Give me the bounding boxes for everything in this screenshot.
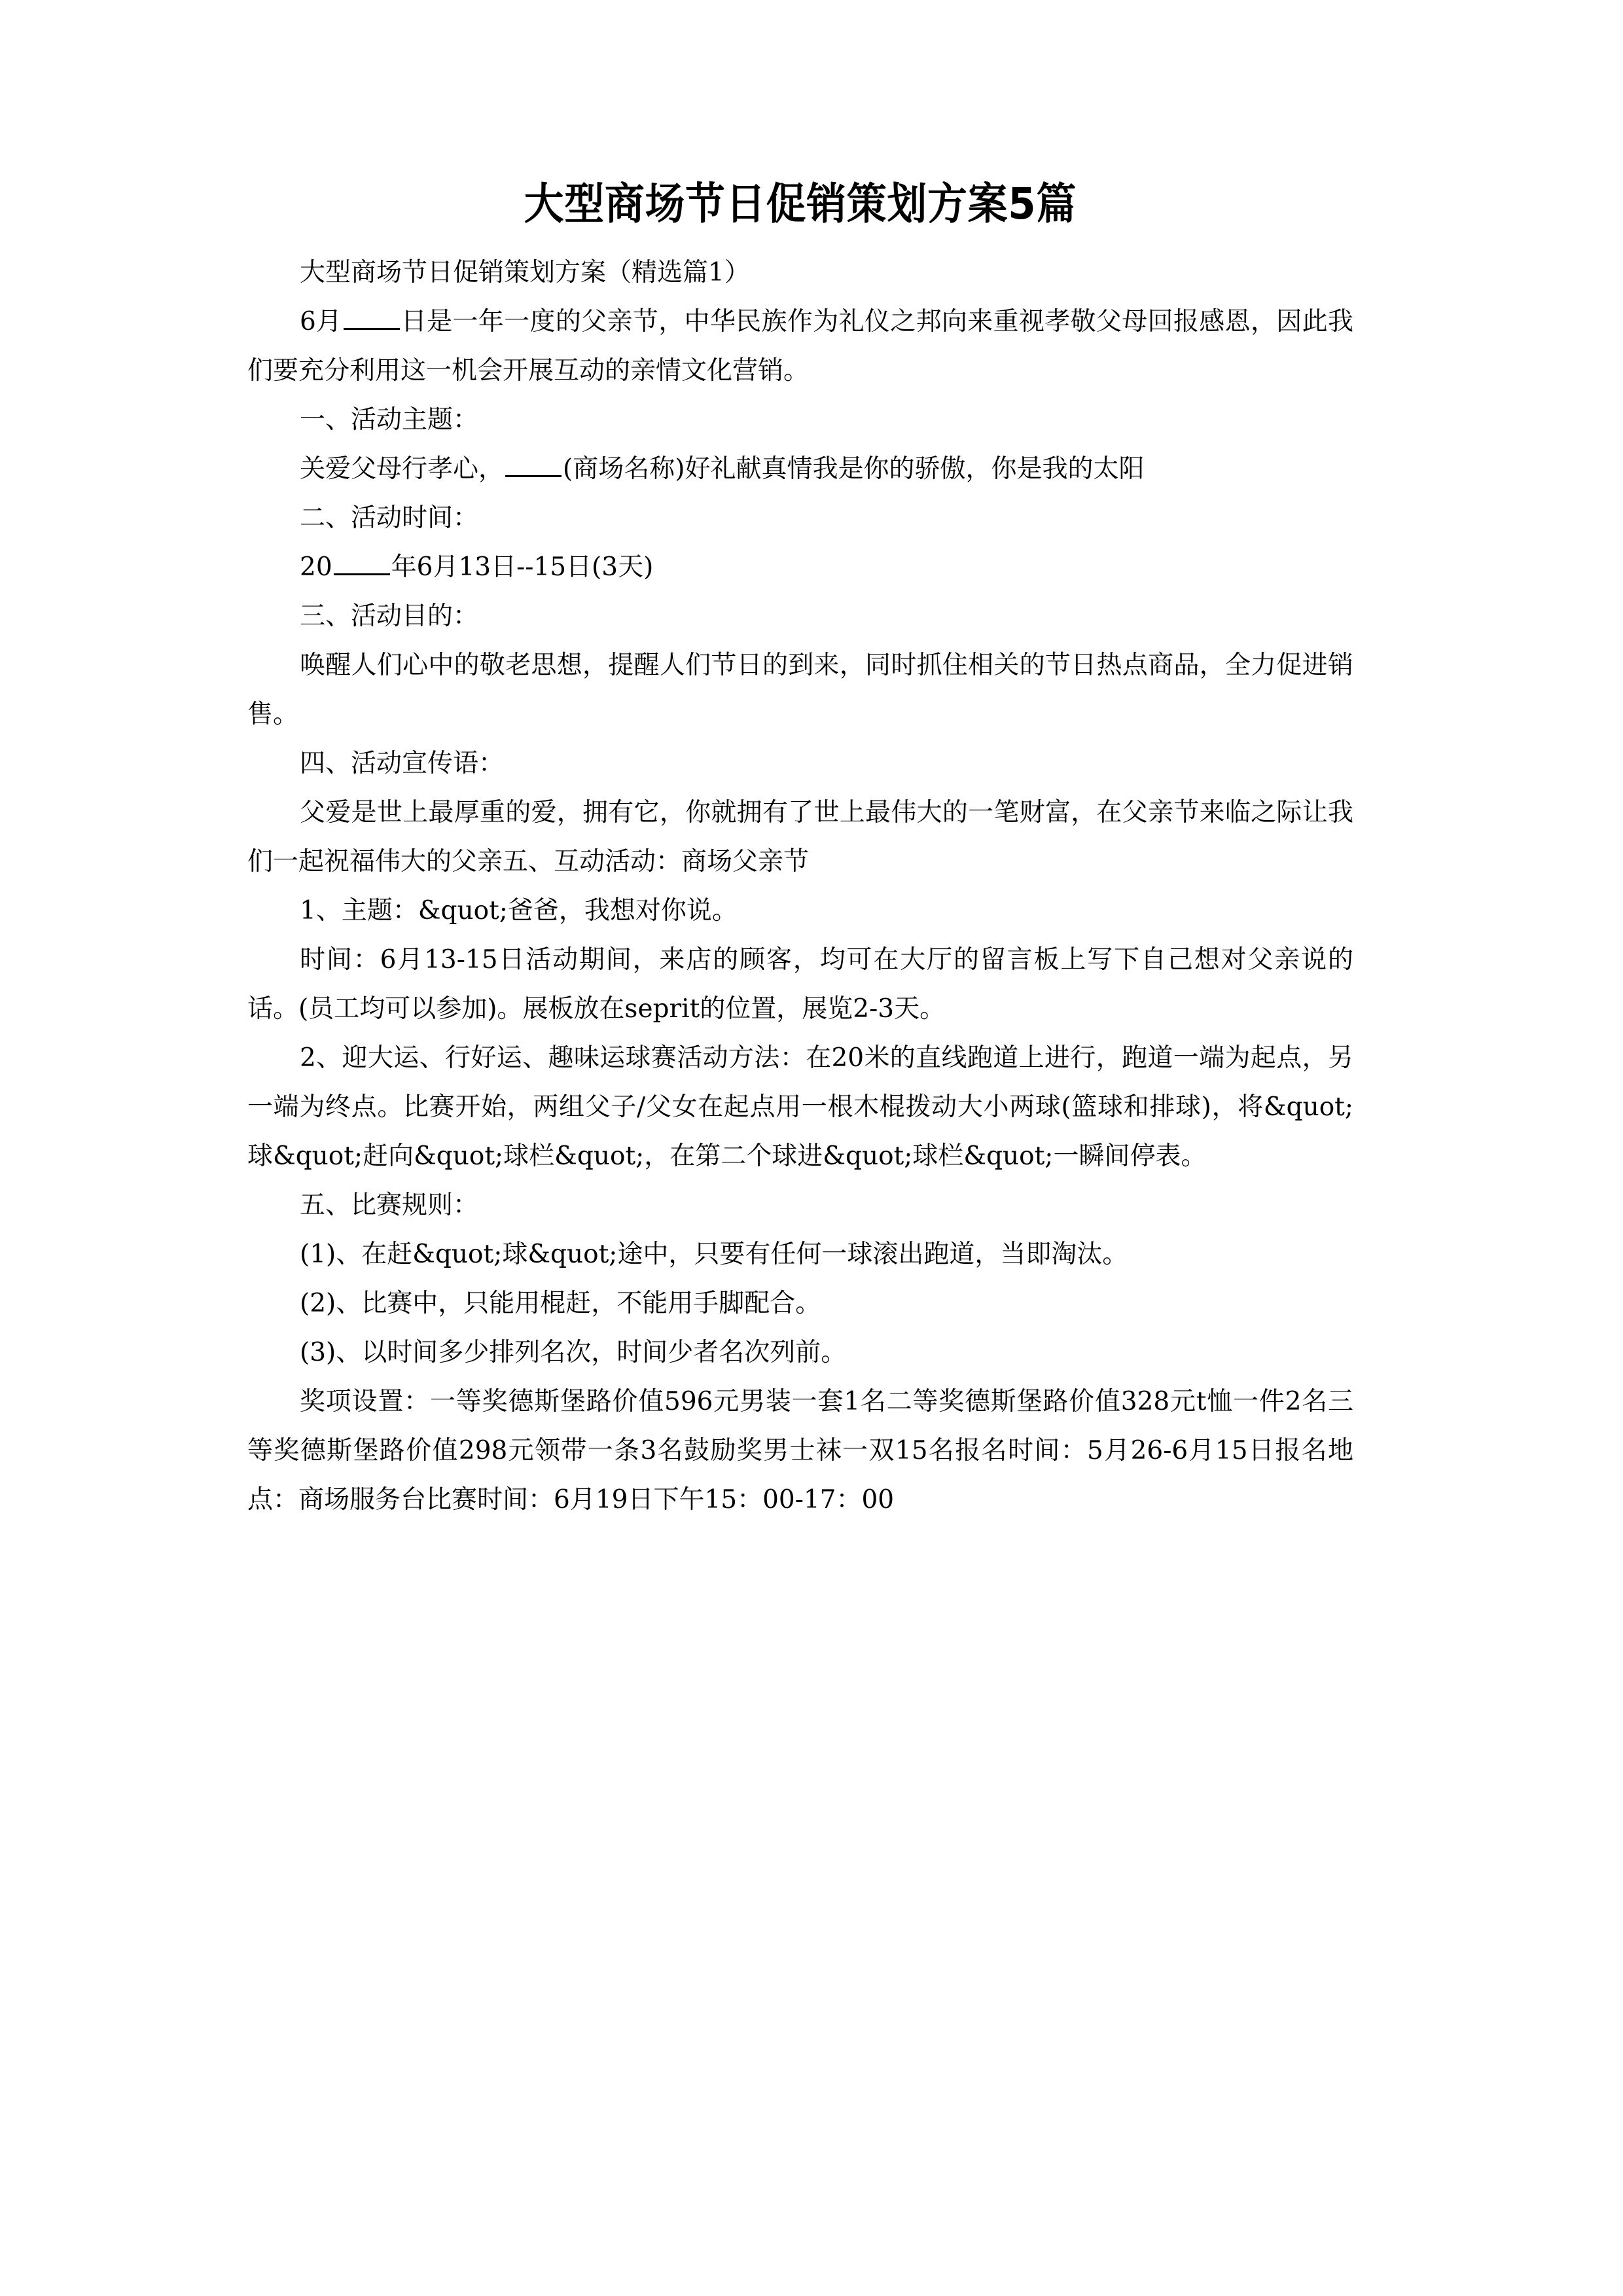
fill-in-blank [505, 450, 562, 476]
text-run: (商场名称)好礼献真情我是你的骄傲，你是我的太阳 [563, 454, 1145, 484]
text-run: 日是一年一度的父亲节，中华民族作为礼仪之邦向来重视孝敬父母回报感恩，因此我们要充分利用这一机会开展互动的亲情文化营销。 [247, 306, 1353, 386]
text-run: 20 [300, 552, 332, 582]
text-run: 五、比赛规则： [300, 1190, 479, 1220]
paragraph-intro [247, 297, 1353, 395]
paragraph-section-4-heading [247, 739, 1353, 788]
paragraph-item-2 [247, 1033, 1353, 1181]
paragraph-section-4-body [247, 788, 1353, 886]
paragraph-section-5-heading [247, 1181, 1353, 1230]
paragraph-item-1 [247, 886, 1353, 935]
paragraph-section-2-heading [247, 493, 1353, 543]
text-run: 关爱父母行孝心， [300, 454, 505, 484]
text-run: 奖项设置：一等奖德斯堡路价值596元男装一套1名二等奖德斯堡路价值328元t恤一件2名三等奖德斯堡路价值298元领带一条3名鼓励奖男士袜一双15名报名时间：5月26-6月15日报名地点：商场服务台比赛时间：6月19日下午15：00-17：00 [247, 1386, 1353, 1515]
text-run: 二、活动时间： [300, 503, 479, 533]
page-title: 大型商场节日促销策划方案5篇 [524, 179, 1077, 229]
paragraph-section-2-body [247, 543, 1353, 592]
text-run: 父爱是世上最厚重的爱，拥有它，你就拥有了世上最伟大的一笔财富，在父亲节来临之际让我们一起祝福伟大的父亲五、互动活动：商场父亲节 [247, 797, 1353, 876]
paragraph-item-1-time [247, 935, 1353, 1033]
text-run: (1)、在赶&quot;球&quot;途中，只要有任何一球滚出跑道，当即淘汰。 [300, 1239, 1128, 1269]
text-run: 6月 [300, 306, 342, 336]
text-run: (3)、以时间多少排列名次，时间少者名次列前。 [300, 1337, 847, 1367]
paragraph-rule-2 [247, 1279, 1353, 1328]
document-subtitle: 大型商场节日促销策划方案（精选篇1） [300, 257, 750, 287]
paragraph-rule-1 [247, 1230, 1353, 1279]
text-run: (2)、比赛中，只能用棍赶，不能用手脚配合。 [300, 1288, 821, 1318]
text-run: 1、主题：&quot;爸爸，我想对你说。 [300, 895, 738, 925]
paragraph-section-3-heading [247, 592, 1353, 641]
text-run: 三、活动目的： [300, 601, 479, 631]
text-run: 时间：6月13-15日活动期间，来店的顾客，均可在大厅的留言板上写下自己想对父亲说的话。(员工均可以参加)。展板放在seprit的位置，展览2-3天。 [247, 944, 1353, 1024]
text-run: 四、活动宣传语： [300, 748, 505, 778]
fill-in-blank [344, 303, 400, 329]
document-content [247, 178, 1353, 1524]
paragraph-section-3-body [247, 641, 1353, 739]
paragraph-list [247, 297, 1353, 1524]
text-run: 年6月13日--15日(3天) [391, 552, 654, 582]
paragraph-rule-3 [247, 1328, 1353, 1377]
paragraph-section-1-body [247, 444, 1353, 493]
text-run: 一、活动主题： [300, 404, 479, 435]
paragraph-awards [247, 1377, 1353, 1524]
fill-in-blank [334, 548, 390, 575]
text-run: 2、迎大运、行好运、趣味运球赛活动方法：在20米的直线跑道上进行，跑道一端为起点，另一端为终点。比赛开始，两组父子/父女在起点用一根木棍拨动大小两球(篮球和排球)，将&quot;球&quot;赶向&quot;球栏&quot;，在第二个球进&quot;球栏&quot;一瞬间停表。 [247, 1043, 1353, 1171]
text-run: 唤醒人们心中的敬老思想，提醒人们节日的到来，同时抓住相关的节日热点商品，全力促进销售。 [247, 650, 1353, 729]
paragraph-section-1-heading [247, 395, 1353, 444]
